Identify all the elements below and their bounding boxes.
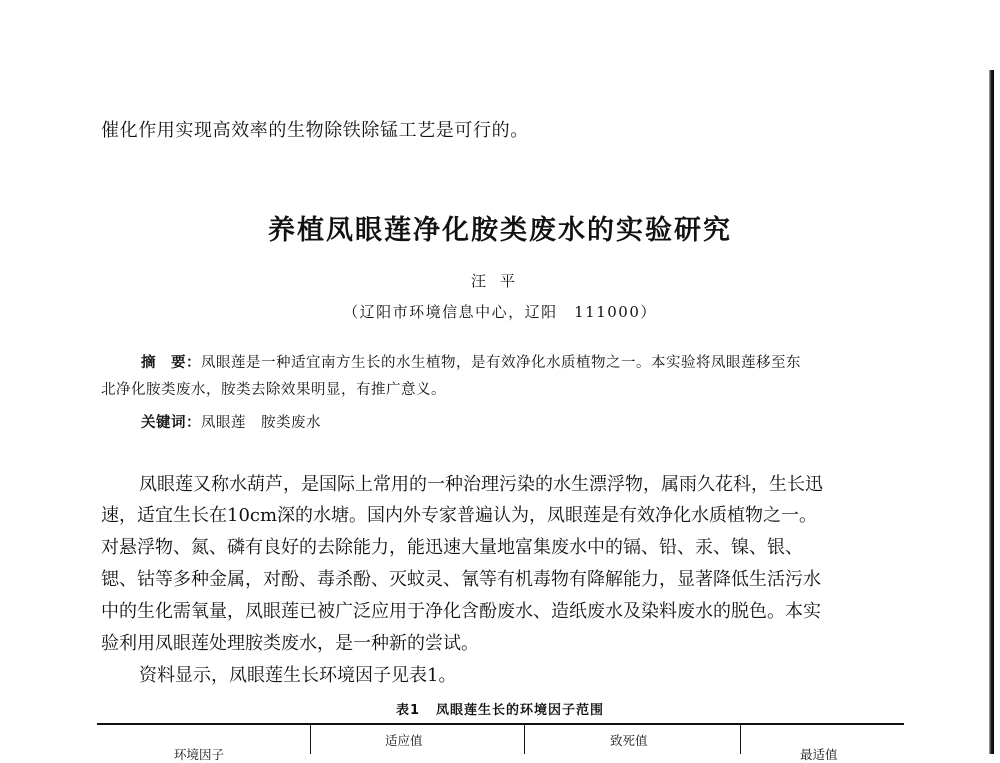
table-top-rule (97, 723, 904, 725)
table-header-adaptive: 适应值 (385, 733, 423, 748)
body-line-4: 锶、钴等多种金属，对酚、毒杀酚、灭蚊灵、氰等有机毒物有降解能力，显著降低生活污水 (101, 569, 821, 590)
table-col-divider-3 (740, 725, 741, 754)
keywords-line (141, 411, 321, 432)
body-line-6: 验利用凤眼莲处理胺类废水，是一种新的尝试。 (101, 633, 479, 654)
previous-article-tail: 催化作用实现高效率的生物除铁除锰工艺是可行的。 (101, 120, 529, 141)
table-header-lethal: 致死值 (610, 733, 648, 748)
body-line-2: 速，适宜生长在10cm深的水塘。国内外专家普遍认为，凤眼莲是有效净化水质植物之一。 (101, 505, 818, 526)
body-line-7: 资料显示，凤眼莲生长环境因子见表1。 (139, 665, 457, 686)
abstract-line-2: 北净化胺类废水，胺类去除效果明显，有推广意义。 (101, 382, 446, 398)
article-title: 养植凤眼莲净化胺类废水的实验研究 (268, 215, 732, 246)
table-col-divider-1 (310, 725, 311, 754)
abstract-text-1: 凤眼莲是一种适宜南方生长的水生植物，是有效净化水质植物之一。本实验将凤眼莲移至东 (201, 355, 801, 371)
author: 汪平 (470, 272, 529, 290)
keywords-label: 关键词： (141, 415, 201, 431)
affiliation: （辽阳市环境信息中心，辽阳 111000） (343, 303, 657, 321)
table-number: 表1 (395, 703, 421, 718)
scan-border (989, 70, 994, 754)
table-caption (0, 699, 1000, 718)
table-header-optimal: 最适值 (800, 747, 838, 762)
abstract-label: 摘 要： (141, 355, 201, 371)
body-line-3: 对悬浮物、氮、磷有良好的去除能力，能迅速大量地富集废水中的镉、铅、汞、镍、银、 (101, 537, 803, 558)
body-line-1: 凤眼莲又称水葫芦，是国际上常用的一种治理污染的水生漂浮物，属雨久花科，生长迅 (139, 474, 823, 495)
abstract-line-1 (141, 351, 801, 372)
table-col-divider-2 (524, 725, 525, 754)
body-line-5: 中的生化需氧量，凤眼莲已被广泛应用于净化含酚废水、造纸废水及染料废水的脱色。本实 (101, 601, 821, 622)
table-title: 凤眼莲生长的环境因子范围 (436, 703, 605, 718)
keywords-text: 凤眼莲 胺类废水 (201, 415, 321, 431)
table-header-factor: 环境因子 (174, 747, 225, 762)
